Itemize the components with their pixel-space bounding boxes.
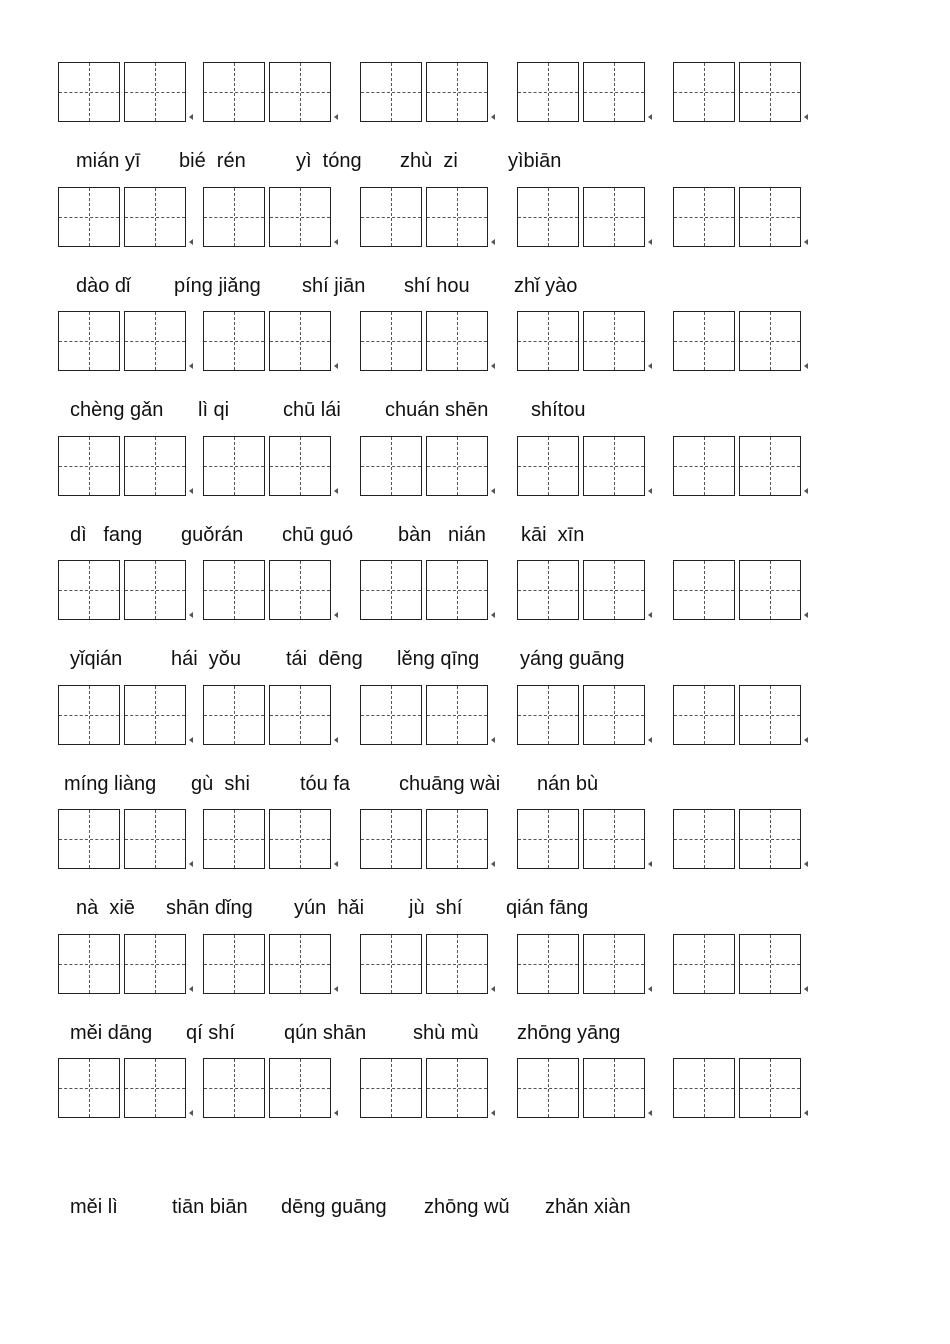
tianzige-cell[interactable] (269, 560, 331, 620)
tianzige-cell[interactable] (583, 685, 645, 745)
cell-marker (334, 737, 338, 743)
word-box[interactable] (58, 809, 188, 869)
tianzige-cell[interactable] (58, 311, 120, 371)
pinyin-row (0, 773, 950, 801)
cell-marker (491, 239, 495, 245)
pinyin-word: bàn nián (398, 524, 486, 546)
cell-marker (491, 861, 495, 867)
pinyin-word: shù mù (413, 1022, 479, 1044)
tianzige-cell[interactable] (360, 62, 422, 122)
writing-box-row (58, 311, 818, 373)
word-box[interactable] (203, 560, 333, 620)
tianzige-cell[interactable] (426, 436, 488, 496)
tianzige-cell[interactable] (124, 62, 186, 122)
tianzige-cell[interactable] (203, 560, 265, 620)
cell-marker (334, 1110, 338, 1116)
word-box[interactable] (517, 809, 647, 869)
pinyin-word: yì tóng (296, 150, 362, 172)
pinyin-word: qián fāng (506, 897, 589, 919)
pinyin-row (0, 648, 950, 676)
word-box[interactable] (58, 1058, 188, 1118)
tianzige-cell[interactable] (426, 685, 488, 745)
tianzige-cell[interactable] (58, 685, 120, 745)
cell-marker (804, 363, 808, 369)
tianzige-cell[interactable] (517, 809, 579, 869)
cell-marker (334, 986, 338, 992)
pinyin-word: lì qi (198, 399, 230, 421)
writing-box-row (58, 685, 818, 747)
tianzige-cell[interactable] (739, 560, 801, 620)
tianzige-cell[interactable] (739, 436, 801, 496)
tianzige-cell[interactable] (203, 62, 265, 122)
cell-marker (648, 1110, 652, 1116)
word-box[interactable] (203, 62, 333, 122)
cell-marker (491, 363, 495, 369)
tianzige-cell[interactable] (739, 62, 801, 122)
tianzige-cell[interactable] (673, 436, 735, 496)
tianzige-cell[interactable] (517, 187, 579, 247)
pinyin-word: zhǎn xiàn (545, 1196, 631, 1218)
pinyin-word: míng liàng (64, 773, 157, 795)
tianzige-cell[interactable] (203, 187, 265, 247)
word-box[interactable] (360, 311, 490, 371)
word-box[interactable] (673, 311, 803, 371)
pinyin-word: chū lái (283, 399, 341, 421)
cell-marker (804, 488, 808, 494)
pinyin-word: chuán shēn (385, 399, 489, 421)
cell-marker (491, 612, 495, 618)
tianzige-cell[interactable] (583, 62, 645, 122)
tianzige-cell[interactable] (517, 436, 579, 496)
cell-marker (804, 612, 808, 618)
tianzige-cell[interactable] (360, 809, 422, 869)
tianzige-cell[interactable] (203, 311, 265, 371)
tianzige-cell[interactable] (269, 62, 331, 122)
tianzige-cell[interactable] (673, 62, 735, 122)
tianzige-cell[interactable] (739, 809, 801, 869)
writing-box-row (58, 187, 818, 249)
pinyin-word: zhōng yāng (517, 1022, 621, 1044)
pinyin-word: yìbiān (508, 150, 562, 172)
pinyin-word: jù shí (409, 897, 463, 919)
word-box[interactable] (203, 1058, 333, 1118)
tianzige-cell[interactable] (269, 436, 331, 496)
tianzige-cell[interactable] (269, 809, 331, 869)
word-box[interactable] (360, 934, 490, 994)
cell-marker (189, 239, 193, 245)
tianzige-cell[interactable] (739, 934, 801, 994)
tianzige-cell[interactable] (269, 187, 331, 247)
pinyin-word: tóu fa (300, 773, 351, 795)
cell-marker (648, 363, 652, 369)
word-box[interactable] (58, 311, 188, 371)
word-box[interactable] (203, 436, 333, 496)
cell-marker (189, 488, 193, 494)
tianzige-cell[interactable] (426, 809, 488, 869)
pinyin-word: nà xiē (76, 897, 135, 919)
tianzige-cell[interactable] (124, 560, 186, 620)
pinyin-row (0, 1196, 950, 1224)
pinyin-word: dēng guāng (281, 1196, 387, 1218)
cell-marker (189, 1110, 193, 1116)
tianzige-cell[interactable] (124, 685, 186, 745)
tianzige-cell[interactable] (583, 560, 645, 620)
tianzige-cell[interactable] (360, 1058, 422, 1118)
word-box[interactable] (673, 62, 803, 122)
tianzige-cell[interactable] (58, 187, 120, 247)
cell-marker (648, 239, 652, 245)
tianzige-cell[interactable] (269, 934, 331, 994)
word-box[interactable] (517, 62, 647, 122)
cell-marker (804, 239, 808, 245)
tianzige-cell[interactable] (426, 934, 488, 994)
tianzige-cell[interactable] (360, 436, 422, 496)
tianzige-cell[interactable] (739, 685, 801, 745)
tianzige-cell[interactable] (739, 311, 801, 371)
word-box[interactable] (203, 809, 333, 869)
tianzige-cell[interactable] (124, 311, 186, 371)
pinyin-word: měi lì (70, 1196, 118, 1218)
word-box[interactable] (360, 685, 490, 745)
tianzige-cell[interactable] (739, 1058, 801, 1118)
pinyin-row (0, 1022, 950, 1050)
word-box[interactable] (673, 187, 803, 247)
pinyin-word: shān dǐng (166, 897, 253, 919)
tianzige-cell[interactable] (517, 560, 579, 620)
cell-marker (189, 986, 193, 992)
pinyin-word: zhǐ yào (514, 275, 578, 297)
tianzige-cell[interactable] (360, 934, 422, 994)
tianzige-cell[interactable] (58, 934, 120, 994)
pinyin-word: shí hou (404, 275, 470, 297)
cell-marker (648, 488, 652, 494)
cell-marker (804, 861, 808, 867)
writing-box-row (58, 1058, 818, 1120)
tianzige-cell[interactable] (269, 1058, 331, 1118)
tianzige-cell[interactable] (673, 934, 735, 994)
word-box[interactable] (58, 934, 188, 994)
pinyin-word: yáng guāng (520, 648, 625, 670)
word-box[interactable] (58, 685, 188, 745)
cell-marker (189, 737, 193, 743)
word-box[interactable] (673, 685, 803, 745)
pinyin-word: yún hǎi (294, 897, 365, 919)
word-box[interactable] (360, 560, 490, 620)
pinyin-word: chū guó (282, 524, 354, 546)
tianzige-cell[interactable] (517, 311, 579, 371)
cell-marker (648, 861, 652, 867)
pinyin-word: hái yǒu (171, 648, 242, 670)
tianzige-cell[interactable] (360, 560, 422, 620)
word-box[interactable] (360, 187, 490, 247)
cell-marker (648, 114, 652, 120)
pinyin-word: guǒrán (181, 524, 244, 546)
word-box[interactable] (360, 1058, 490, 1118)
cell-marker (334, 363, 338, 369)
cell-marker (189, 861, 193, 867)
tianzige-cell[interactable] (269, 685, 331, 745)
tianzige-cell[interactable] (583, 436, 645, 496)
pinyin-word: bié rén (179, 150, 246, 172)
cell-marker (804, 737, 808, 743)
word-box[interactable] (673, 809, 803, 869)
tianzige-cell[interactable] (517, 685, 579, 745)
writing-box-row (58, 934, 818, 996)
pinyin-word: gù shi (191, 773, 250, 795)
word-box[interactable] (203, 187, 333, 247)
pinyin-word: zhōng wǔ (424, 1196, 510, 1218)
tianzige-cell[interactable] (124, 187, 186, 247)
tianzige-cell[interactable] (426, 1058, 488, 1118)
cell-marker (334, 861, 338, 867)
tianzige-cell[interactable] (583, 1058, 645, 1118)
tianzige-cell[interactable] (58, 560, 120, 620)
cell-marker (804, 114, 808, 120)
word-box[interactable] (517, 685, 647, 745)
cell-marker (334, 239, 338, 245)
tianzige-cell[interactable] (583, 934, 645, 994)
word-box[interactable] (517, 187, 647, 247)
tianzige-cell[interactable] (124, 1058, 186, 1118)
tianzige-cell[interactable] (58, 809, 120, 869)
pinyin-word: lěng qīng (397, 648, 480, 670)
cell-marker (491, 488, 495, 494)
cell-marker (491, 737, 495, 743)
tianzige-cell[interactable] (517, 934, 579, 994)
tianzige-cell[interactable] (426, 187, 488, 247)
pinyin-word: yǐqián (70, 648, 123, 670)
pinyin-word: tiān biān (172, 1196, 248, 1218)
tianzige-cell[interactable] (739, 187, 801, 247)
pinyin-word: qí shí (186, 1022, 235, 1044)
cell-marker (648, 612, 652, 618)
word-box[interactable] (203, 311, 333, 371)
writing-box-row (58, 436, 818, 498)
tianzige-cell[interactable] (124, 809, 186, 869)
tianzige-cell[interactable] (203, 809, 265, 869)
cell-marker (334, 488, 338, 494)
writing-box-row (58, 809, 818, 871)
tianzige-cell[interactable] (673, 560, 735, 620)
tianzige-cell[interactable] (58, 62, 120, 122)
tianzige-cell[interactable] (583, 311, 645, 371)
pinyin-word: shí jiān (302, 275, 366, 297)
tianzige-cell[interactable] (673, 187, 735, 247)
word-box[interactable] (203, 685, 333, 745)
pinyin-row (0, 150, 950, 178)
word-box[interactable] (360, 809, 490, 869)
tianzige-cell[interactable] (426, 62, 488, 122)
tianzige-cell[interactable] (124, 934, 186, 994)
cell-marker (804, 1110, 808, 1116)
tianzige-cell[interactable] (673, 311, 735, 371)
pinyin-word: kāi xīn (521, 524, 585, 546)
tianzige-cell[interactable] (203, 685, 265, 745)
word-box[interactable] (517, 1058, 647, 1118)
cell-marker (189, 363, 193, 369)
pinyin-word: měi dāng (70, 1022, 153, 1044)
word-box[interactable] (673, 560, 803, 620)
word-box[interactable] (517, 436, 647, 496)
tianzige-cell[interactable] (583, 809, 645, 869)
tianzige-cell[interactable] (360, 311, 422, 371)
tianzige-cell[interactable] (426, 311, 488, 371)
cell-marker (804, 986, 808, 992)
pinyin-word: píng jiǎng (174, 275, 261, 297)
tianzige-cell[interactable] (203, 436, 265, 496)
cell-marker (334, 612, 338, 618)
writing-box-row (58, 560, 818, 622)
pinyin-row (0, 524, 950, 552)
tianzige-cell[interactable] (360, 685, 422, 745)
word-box[interactable] (673, 1058, 803, 1118)
word-box[interactable] (517, 934, 647, 994)
word-box[interactable] (58, 560, 188, 620)
tianzige-cell[interactable] (673, 685, 735, 745)
tianzige-cell[interactable] (203, 1058, 265, 1118)
pinyin-word: nán bù (537, 773, 599, 795)
cell-marker (491, 986, 495, 992)
cell-marker (189, 114, 193, 120)
tianzige-cell[interactable] (124, 436, 186, 496)
pinyin-word: zhù zi (400, 150, 458, 172)
pinyin-word: tái dēng (286, 648, 363, 670)
tianzige-cell[interactable] (673, 809, 735, 869)
word-box[interactable] (360, 62, 490, 122)
tianzige-cell[interactable] (426, 560, 488, 620)
cell-marker (334, 114, 338, 120)
pinyin-row (0, 399, 950, 427)
pinyin-word: chuāng wài (399, 773, 501, 795)
tianzige-cell[interactable] (673, 1058, 735, 1118)
writing-box-row (58, 62, 818, 124)
pinyin-word: qún shān (284, 1022, 367, 1044)
word-box[interactable] (517, 311, 647, 371)
tianzige-cell[interactable] (517, 1058, 579, 1118)
word-box[interactable] (673, 436, 803, 496)
word-box[interactable] (673, 934, 803, 994)
tianzige-cell[interactable] (583, 187, 645, 247)
tianzige-cell[interactable] (58, 436, 120, 496)
word-box[interactable] (360, 436, 490, 496)
tianzige-cell[interactable] (203, 934, 265, 994)
pinyin-row (0, 897, 950, 925)
pinyin-word: dào dǐ (76, 275, 131, 297)
cell-marker (491, 1110, 495, 1116)
tianzige-cell[interactable] (58, 1058, 120, 1118)
pinyin-word: dì fang (70, 524, 143, 546)
word-box[interactable] (58, 187, 188, 247)
pinyin-word: mián yī (76, 150, 141, 172)
cell-marker (648, 986, 652, 992)
tianzige-cell[interactable] (517, 62, 579, 122)
tianzige-cell[interactable] (360, 187, 422, 247)
word-box[interactable] (58, 62, 188, 122)
cell-marker (491, 114, 495, 120)
word-box[interactable] (203, 934, 333, 994)
pinyin-word: shítou (531, 399, 586, 421)
tianzige-cell[interactable] (269, 311, 331, 371)
word-box[interactable] (517, 560, 647, 620)
cell-marker (648, 737, 652, 743)
pinyin-row (0, 275, 950, 303)
pinyin-word: chèng gǎn (70, 399, 164, 421)
cell-marker (189, 612, 193, 618)
word-box[interactable] (58, 436, 188, 496)
